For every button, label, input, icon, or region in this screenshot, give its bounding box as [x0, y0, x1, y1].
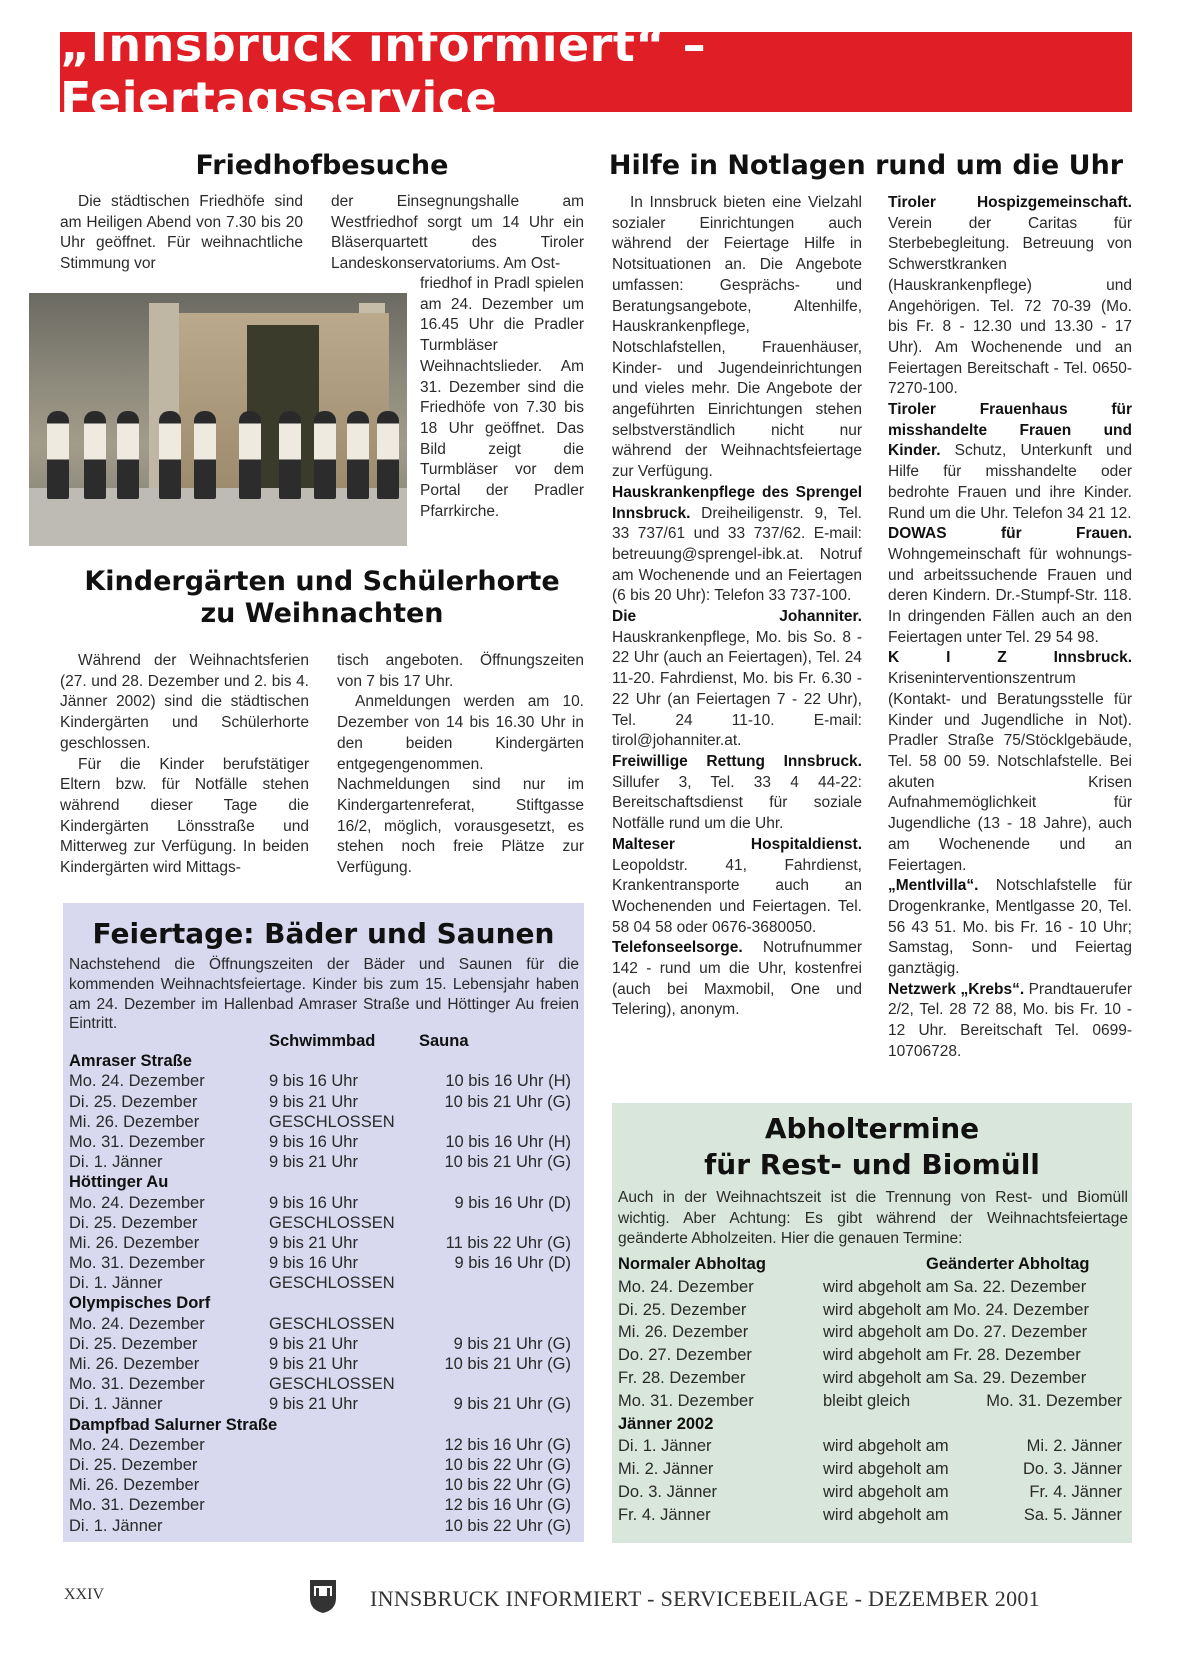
hilfe-entry [888, 980, 1132, 1063]
baeder-date: Mo. 31. Dezember [69, 1375, 205, 1394]
baeder-table-row [69, 1152, 579, 1172]
muell-normal-date: Mi. 26. Dezember [618, 1323, 749, 1342]
muell-changed-text: wird abgeholt am [823, 1505, 949, 1524]
hilfe-entry-name: Tiroler Frauenhaus für misshandelte Frauen und Kinder. [888, 401, 1132, 460]
baeder-schwimmbad-hours: 9 bis 16 Uhr [269, 1193, 358, 1212]
baeder-table-row [69, 1435, 579, 1455]
baeder-sauna-hours: 11 bis 22 Uhr (G) [445, 1233, 571, 1252]
baeder-table-row [69, 1132, 579, 1152]
baeder-schwimmbad-hours: GESCHLOSSEN [269, 1375, 395, 1394]
baeder-location-heading: Olympisches Dorf [69, 1294, 211, 1313]
col-normal: Normaler Abholtag [618, 1255, 766, 1273]
baeder-table-row [69, 1495, 579, 1515]
hilfe-entry-name: DOWAS für Frauen. [888, 525, 1132, 543]
baeder-table-row [69, 1455, 579, 1475]
baeder-table-row [69, 1273, 579, 1293]
baeder-date: Mo. 31. Dezember [69, 1496, 205, 1515]
baeder-schwimmbad-hours: 9 bis 16 Uhr [269, 1254, 358, 1273]
muell-changed-date: Mi. 2. Jänner [1026, 1437, 1122, 1456]
friedhof-title: Friedhofbesuche [195, 150, 449, 181]
kinder-left-text: Während der Weihnachtsferien (27. und 28. Dezember und 2. bis 4. Jänner 2002) sind die städtischen Kindergärten und Schülerhorte geschlossen. Für die Kinder berufstätiger Eltern bzw. für Notfälle stehen während dieser Tage die Kindergärten Lönsstraße und Mitterweg zur Verfügung. In beiden Kindergärten wird Mittags- [60, 652, 309, 877]
baeder-sauna-hours: 12 bis 16 Uhr (G) [444, 1435, 571, 1454]
city-crest-icon [308, 1578, 338, 1614]
muell-table-row [618, 1390, 1128, 1413]
muell-changed-text: wird abgeholt am Sa. 29. Dezember [823, 1368, 1087, 1387]
hilfe-entry-text: Prandtauerufer 2/2, Tel. 28 72 88, Mo. bis Fr. 10 - 12 Uhr. Bereitschaft Tel. 0699-10706728. [888, 980, 1132, 1060]
baeder-schwimmbad-hours: 9 bis 21 Uhr [269, 1395, 358, 1414]
muell-title-line2: für Rest- und Biomüll [704, 1148, 1040, 1181]
baeder-sauna-hours: 9 bis 21 Uhr (G) [453, 1395, 571, 1414]
muell-table-row [618, 1367, 1128, 1390]
hilfe-entry-text: Kriseninterventionszentrum (Kontakt- und Beratungsstelle für Kinder und Jugendliche in Not). Pradler Straße 75/Stöcklgebäude, Tel. 58 00 59. Notschlafstelle. Bei akuten Krisen Aufnahmemöglichkeit für Jugendliche (13 - 18 Jahre), auch am Wochenende und an Feiertagen. [888, 670, 1132, 874]
baeder-table-row [69, 1253, 579, 1273]
baeder-date: Di. 1. Jänner [69, 1516, 163, 1535]
hilfe-entry-text: In Innsbruck bieten eine Vielzahl sozialer Einrichtungen auch während der Feiertage Hilfe in Notsituationen an. Die Angebote umfassen: Gesprächs- und Beratungsangebote, Altenhilfe, Hauskrankenpflege, Notschlafstellen, Frauenhäuser, Kinder- und Jugendeinrichtungen und vieles mehr. Die Angebote der angeführten Einrichtungen stehen selbstverständlich nicht nur während der Weihnachtsfeiertage zur Verfügung. [612, 194, 862, 481]
baeder-date: Mo. 24. Dezember [69, 1193, 205, 1212]
baeder-sauna-hours: 12 bis 16 Uhr (G) [444, 1496, 571, 1515]
friedhof-right-top-text: der Einsegnungshalle am Westfriedhof sorgt um 14 Uhr ein Bläserquartett des Tiroler Landeskonservatoriums. Am Ost- [331, 193, 584, 273]
muell-normal-date: Mi. 2. Jänner [618, 1460, 714, 1479]
col-schwimmbad: Schwimmbad [269, 1032, 376, 1050]
hilfe-entry [612, 938, 862, 1021]
muell-changed-text: wird abgeholt am [823, 1482, 949, 1501]
baeder-table-row [69, 1334, 579, 1354]
baeder-header-row [69, 1031, 579, 1051]
hilfe-entry-text: Schutz, Unterkunft und Hilfe für misshandelte oder bedrohte Frauen und ihre Kinder. Rund um die Uhr. Telefon 34 21 12. [888, 442, 1132, 522]
baeder-table-row [69, 1213, 579, 1233]
muell-normal-date: Mo. 24. Dezember [618, 1277, 754, 1296]
muell-intro: Auch in der Weihnachtszeit ist die Trennung von Rest- und Biomüll wichtig. Aber Achtung: Es gibt während der Weihnachtsfeiertage geänderte Abholzeiten. Hier die genauen Termine: [618, 1189, 1128, 1247]
muell-title-line1: Abholtermine [764, 1112, 980, 1145]
baeder-date: Di. 1. Jänner [69, 1153, 163, 1172]
hilfe-entry-name: Freiwillige Rettung Innsbruck. [612, 752, 862, 770]
hilfe-right-column [888, 193, 1132, 1063]
baeder-location-heading: Amraser Straße [69, 1052, 192, 1071]
baeder-table-row [69, 1394, 579, 1414]
baeder-date: Mi. 26. Dezember [69, 1233, 200, 1252]
muell-changed-text: wird abgeholt am Sa. 22. Dezember [823, 1277, 1087, 1296]
hilfe-entry [612, 193, 862, 483]
muell-table-row [618, 1413, 1128, 1436]
baeder-table-row [69, 1193, 579, 1213]
baeder-table-row [69, 1293, 579, 1313]
baeder-schwimmbad-hours: GESCHLOSSEN [269, 1314, 395, 1333]
hilfe-entry-name: Tiroler Hospizgemeinschaft. [888, 194, 1132, 211]
hilfe-entry-name: Telefonseelsorge. [612, 939, 743, 957]
baeder-date: Di. 25. Dezember [69, 1455, 198, 1474]
hilfe-entry-text: Dreiheiligenstr. 9, Tel. 33 737/61 und 33 737/62. E-mail: betreuung@sprengel-ibk.at. Notruf am Wochenende und an Feiertagen (6 bis 20 Uhr): Telefon 33 737-100. [612, 504, 862, 605]
friedhof-right-bottom-text: friedhof in Pradl spielen am 24. Dezember um 16.45 Uhr die Pradler Turmbläser Weihnachtslieder. Am 31. Dezember sind die Friedhöfe von 7.30 bis 18 Uhr geöffnet. Das Bild zeigt die Turmbläser vor dem Portal der Pradler Pfarrkirche. [420, 275, 584, 520]
col-sauna: Sauna [419, 1032, 469, 1050]
baeder-table-row [69, 1051, 579, 1071]
baeder-sauna-hours: 9 bis 16 Uhr (D) [454, 1254, 571, 1273]
muell-table-row [618, 1344, 1128, 1367]
baeder-box [63, 903, 584, 1542]
muell-changed-text: wird abgeholt am Do. 27. Dezember [823, 1323, 1088, 1342]
hilfe-entry [888, 400, 1132, 524]
muell-normal-date: Do. 3. Jänner [618, 1482, 718, 1501]
hilfe-entry-name: K I Z Innsbruck. [888, 649, 1132, 667]
muell-header-row [618, 1253, 1128, 1276]
baeder-title: Feiertage: Bäder und Saunen [92, 917, 555, 950]
baeder-date: Di. 25. Dezember [69, 1092, 198, 1111]
kinder-title [60, 566, 584, 631]
baeder-date: Mi. 26. Dezember [69, 1112, 200, 1131]
baeder-date: Mo. 31. Dezember [69, 1132, 205, 1151]
baeder-date: Di. 1. Jänner [69, 1274, 163, 1293]
baeder-table-row [69, 1092, 579, 1112]
baeder-schwimmbad-hours: GESCHLOSSEN [269, 1274, 395, 1293]
baeder-schwimmbad-hours: GESCHLOSSEN [269, 1112, 395, 1131]
baeder-schwimmbad-hours: GESCHLOSSEN [269, 1213, 395, 1232]
kinder-title-line1: Kindergärten und Schülerhorte [84, 566, 560, 597]
friedhof-left-text: Die städtischen Friedhöfe sind am Heiligen Abend von 7.30 bis 20 Uhr geöffnet. Für weihnachtliche Stimmung vor [60, 193, 303, 273]
baeder-table-row [69, 1475, 579, 1495]
baeder-table-row [69, 1516, 579, 1536]
baeder-table [69, 1031, 579, 1536]
baeder-date: Mi. 26. Dezember [69, 1355, 200, 1373]
baeder-schwimmbad-hours: 9 bis 21 Uhr [269, 1153, 358, 1172]
baeder-table-row [69, 1354, 579, 1374]
baeder-schwimmbad-hours: 9 bis 21 Uhr [269, 1233, 358, 1252]
muell-box [612, 1103, 1132, 1543]
muell-normal-date: Di. 1. Jänner [618, 1437, 712, 1456]
baeder-sauna-hours: 9 bis 16 Uhr (D) [454, 1193, 571, 1212]
hilfe-entry-text: Sillufer 3, Tel. 33 4 44-22: Bereitschaftsdienst für soziale Notfälle rund um die Uhr. [612, 773, 862, 833]
baeder-sauna-hours: 10 bis 21 Uhr (G) [444, 1092, 571, 1111]
hilfe-entry [612, 752, 862, 835]
muell-year-heading: Jänner 2002 [618, 1414, 714, 1433]
baeder-sauna-hours: 10 bis 16 Uhr (H) [445, 1072, 571, 1091]
baeder-intro: Nachstehend die Öffnungszeiten der Bäder und Saunen für die kommenden Weihnachtsfeiertage. Kinder bis zum 15. Lebensjahr haben am 24. Dezember im Hallenbad Amraser Straße und Höttinger Au freien Eintritt. [69, 956, 579, 1033]
hilfe-entry-name: Hauskrankenpflege des Sprengel Innsbruck. [612, 483, 862, 522]
hilfe-entry-name: Die Johanniter. [612, 608, 862, 626]
muell-changed-date: Sa. 5. Jänner [1023, 1505, 1122, 1524]
baeder-date: Di. 25. Dezember [69, 1334, 198, 1353]
baeder-date: Di. 25. Dezember [69, 1213, 198, 1232]
baeder-table-row [69, 1374, 579, 1394]
baeder-sauna-hours: 10 bis 16 Uhr (H) [445, 1132, 571, 1151]
baeder-schwimmbad-hours: 9 bis 21 Uhr [269, 1092, 358, 1111]
hilfe-entry [888, 876, 1132, 980]
muell-changed-date: Do. 3. Jänner [1022, 1460, 1122, 1479]
muell-table-row [618, 1458, 1128, 1481]
baeder-sauna-hours: 10 bis 22 Uhr (G) [444, 1516, 571, 1535]
footer-title: INNSBRUCK INFORMIERT - SERVICEBEILAGE - DEZEMBER 2001 [370, 1586, 1040, 1611]
page-number: XXIV [64, 1586, 104, 1603]
muell-normal-date: Do. 27. Dezember [618, 1346, 752, 1365]
baeder-location-heading: Höttinger Au [69, 1173, 169, 1192]
baeder-date: Mo. 24. Dezember [69, 1314, 205, 1333]
kinder-title-line2: zu Weihnachten [200, 598, 444, 630]
baeder-table-row [69, 1172, 579, 1192]
baeder-sauna-hours: 10 bis 21 Uhr (G) [444, 1153, 571, 1172]
baeder-date: Di. 1. Jänner [69, 1395, 163, 1414]
baeder-date: Mo. 31. Dezember [69, 1254, 205, 1273]
baeder-date: Mo. 24. Dezember [69, 1072, 205, 1091]
hilfe-entry-text: Notschlafstelle für Drogenkranke, Mentlgasse 20, Tel. 56 43 51. Mo. bis Fr. 16 - 10 Uhr; Samstag, Sonn- und Feiertag ganztägig. [888, 877, 1132, 978]
baeder-schwimmbad-hours: 9 bis 16 Uhr [269, 1072, 358, 1091]
hilfe-entry-text: Wohngemeinschaft für wohnungs- und arbeitssuchende Frauen und deren Kindern. Dr.-Stumpf-Str. 118. In dringenden Fällen auch an den Feiertagen unter Tel. 29 54 98. [888, 545, 1132, 646]
muell-table-row [618, 1504, 1128, 1527]
hilfe-entry-name: Netzwerk „Krebs“. [888, 980, 1025, 998]
muell-changed-text: wird abgeholt am Fr. 28. Dezember [823, 1346, 1081, 1365]
hilfe-entry [612, 835, 862, 939]
hilfe-entry-name: Malteser Hospitaldienst. [612, 835, 862, 853]
hilfe-entry [888, 648, 1132, 876]
page-banner: „Innsbruck informiert“ – Feiertagsservice [60, 32, 1132, 112]
hilfe-entry-text: Leopoldstr. 41, Fahrdienst, Krankentransporte auch an Wochenenden und Feiertagen. Tel. 58 04 58 oder 0676-3680050. [612, 856, 862, 936]
baeder-schwimmbad-hours: 9 bis 21 Uhr [269, 1355, 358, 1373]
baeder-table-row [69, 1415, 579, 1435]
muell-changed-text: wird abgeholt am [823, 1437, 949, 1456]
muell-changed-text: wird abgeholt am Mo. 24. Dezember [823, 1300, 1089, 1319]
baeder-table-row [69, 1314, 579, 1334]
baeder-schwimmbad-hours: 9 bis 21 Uhr [269, 1334, 358, 1353]
muell-changed-text: wird abgeholt am [823, 1460, 949, 1479]
muell-changed-text: bleibt gleich [823, 1391, 911, 1410]
col-geaendert: Geänderter Abholtag [926, 1255, 1090, 1273]
muell-table [618, 1253, 1128, 1527]
kinder-right-text: tisch angeboten. Öffnungszeiten von 7 bis 17 Uhr. Anmeldungen werden am 10. Dezember von 14 bis 16.30 Uhr in den beiden Kindergärten entgegengenommen. Nachmeldungen sind nur im Kindergartenreferat, Stiftgasse 16/2, möglich, vorausgesetzt, es stehen noch freie Plätze zur Verfügung. [337, 652, 584, 877]
muell-normal-date: Fr. 28. Dezember [618, 1368, 746, 1387]
muell-table-row [618, 1299, 1128, 1322]
baeder-sauna-hours: 10 bis 22 Uhr (G) [444, 1455, 571, 1474]
hilfe-left-column [612, 193, 862, 1021]
muell-normal-date: Mo. 31. Dezember [618, 1391, 754, 1410]
baeder-sauna-hours: 10 bis 22 Uhr (G) [444, 1476, 571, 1495]
hilfe-entry [888, 193, 1132, 400]
muell-changed-date: Mo. 31. Dezember [986, 1391, 1122, 1410]
muell-title [612, 1111, 1132, 1183]
hilfe-entry-name: „Mentlvilla“. [888, 877, 979, 895]
muell-changed-date: Fr. 4. Jänner [1029, 1482, 1122, 1501]
hilfe-entry [612, 607, 862, 752]
muell-normal-date: Fr. 4. Jänner [618, 1505, 711, 1524]
baeder-date: Mi. 26. Dezember [69, 1476, 200, 1495]
baeder-schwimmbad-hours: 9 bis 16 Uhr [269, 1132, 358, 1151]
muell-table-row [618, 1276, 1128, 1299]
muell-table-row [618, 1321, 1128, 1344]
muell-normal-date: Di. 25. Dezember [618, 1300, 747, 1319]
muell-table-row [618, 1435, 1128, 1458]
hilfe-title: Hilfe in Notlagen rund um die Uhr [608, 150, 1124, 181]
hilfe-entry [888, 524, 1132, 648]
baeder-date: Mo. 24. Dezember [69, 1435, 205, 1454]
baeder-table-row [69, 1233, 579, 1253]
hilfe-entry-text: Hauskrankenpflege, Mo. bis So. 8 - 22 Uhr (auch an Feiertagen), Tel. 24 11-20. Fahrdienst, Mo. bis Fr. 6.30 - 22 Uhr (an Feiertagen 7 - 22 Uhr), Tel. 24 11-10. E-mail: tirol@johanniter.at. [612, 628, 862, 750]
muell-table-row [618, 1481, 1128, 1504]
baeder-location-heading: Dampfbad Salurner Straße [69, 1415, 278, 1434]
turmblaeser-photo [29, 293, 407, 546]
hilfe-entry [612, 483, 862, 607]
baeder-table-row [69, 1112, 579, 1132]
hilfe-entry-text: Notrufnummer 142 - rund um die Uhr, kostenfrei (auch bei Maxmobil, One und Telering), anonym. [612, 939, 862, 1019]
baeder-table-row [69, 1071, 579, 1091]
baeder-sauna-hours: 9 bis 21 Uhr (G) [453, 1334, 571, 1353]
baeder-sauna-hours: 10 bis 21 Uhr (G) [444, 1355, 571, 1373]
hilfe-entry-text: Verein der Caritas für Sterbebegleitung. Betreuung von Schwerstkranken (Hauskrankenpflege) und Angehörigen. Tel. 72 70-39 (Mo. bis Fr. 8 - 12.30 und 13.30 - 17 Uhr). Am Wochenende und an Feiertagen Bereitschaft - Tel. 0650-7270-100. [888, 214, 1132, 398]
